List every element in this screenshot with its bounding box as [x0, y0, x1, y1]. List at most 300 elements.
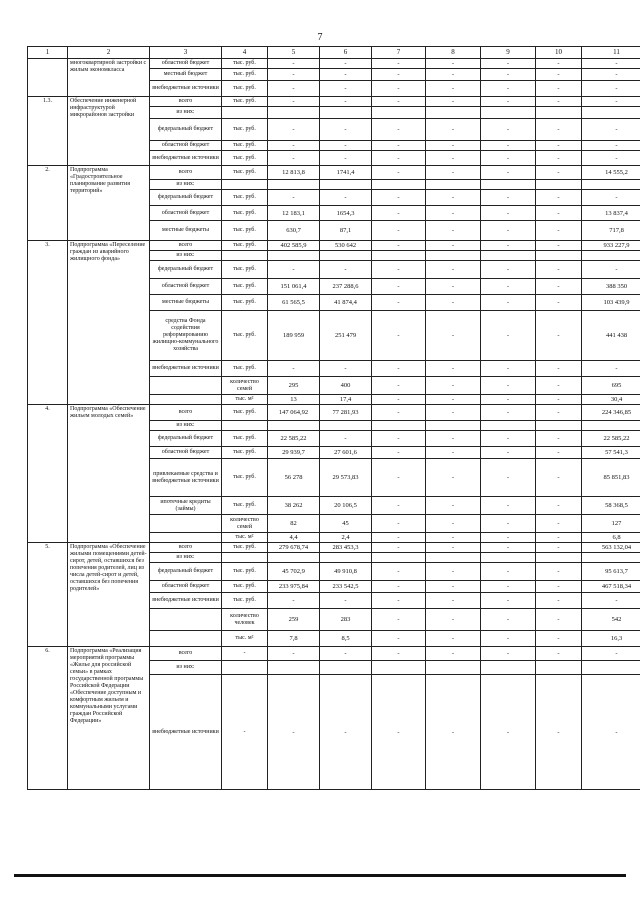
unit-cell	[222, 180, 268, 190]
value-cell: -	[481, 166, 536, 180]
value-cell: -	[372, 515, 426, 533]
value-cell	[536, 251, 582, 261]
value-cell	[426, 661, 481, 675]
value-cell: -	[536, 119, 582, 141]
value-cell: -	[582, 141, 640, 151]
funding-source: федеральный бюджет	[150, 563, 222, 581]
value-cell: 38 262	[268, 497, 320, 515]
value-cell: 82	[268, 515, 320, 533]
unit-cell: тыс. руб.	[222, 361, 268, 377]
value-cell: -	[481, 81, 536, 97]
value-cell: 563 132,04	[582, 543, 640, 553]
value-cell: -	[536, 361, 582, 377]
value-cell: 233 975,84	[268, 581, 320, 593]
value-cell: -	[536, 533, 582, 543]
value-cell: -	[481, 311, 536, 361]
value-cell: 29 939,7	[268, 447, 320, 459]
value-cell	[426, 421, 481, 431]
value-cell: -	[372, 151, 426, 166]
value-cell: -	[372, 609, 426, 631]
table-row	[28, 405, 640, 421]
value-cell: 13	[268, 395, 320, 405]
value-cell: 630,7	[268, 221, 320, 241]
value-cell: -	[320, 69, 372, 81]
value-cell: -	[372, 69, 426, 81]
value-cell: -	[426, 631, 481, 647]
value-cell: -	[372, 563, 426, 581]
value-cell	[372, 107, 426, 119]
value-cell: -	[372, 295, 426, 311]
value-cell: -	[536, 675, 582, 790]
value-cell: -	[268, 593, 320, 609]
value-cell: -	[481, 141, 536, 151]
value-cell: -	[268, 675, 320, 790]
value-cell: -	[481, 405, 536, 421]
table-row	[28, 59, 640, 69]
funding-source: местные бюджеты	[150, 295, 222, 311]
funding-source	[150, 631, 222, 647]
unit-cell: количество человек	[222, 609, 268, 631]
value-cell: -	[536, 190, 582, 206]
value-cell: -	[536, 447, 582, 459]
value-cell: -	[536, 59, 582, 69]
value-cell	[481, 251, 536, 261]
funding-source	[150, 533, 222, 543]
value-cell	[268, 421, 320, 431]
unit-cell	[222, 107, 268, 119]
value-cell	[481, 553, 536, 563]
value-cell: -	[536, 631, 582, 647]
value-cell: -	[582, 97, 640, 107]
unit-cell: тыс. м²	[222, 395, 268, 405]
unit-cell: тыс. руб.	[222, 593, 268, 609]
funding-source: внебюджетные источники	[150, 675, 222, 790]
value-cell	[536, 421, 582, 431]
value-cell: 41 874,4	[320, 295, 372, 311]
value-cell: -	[372, 497, 426, 515]
value-cell: -	[536, 311, 582, 361]
value-cell: 283	[320, 609, 372, 631]
value-cell: -	[320, 190, 372, 206]
value-cell: 103 439,9	[582, 295, 640, 311]
value-cell: -	[372, 459, 426, 497]
unit-cell: тыс. руб.	[222, 141, 268, 151]
funding-source: привлекаемые средства и внебюджетные источники	[150, 459, 222, 497]
value-cell: -	[536, 431, 582, 447]
unit-cell: тыс. руб.	[222, 59, 268, 69]
value-cell: -	[536, 166, 582, 180]
value-cell: -	[536, 405, 582, 421]
value-cell	[320, 107, 372, 119]
value-cell: -	[481, 97, 536, 107]
value-cell: 4,4	[268, 533, 320, 543]
funding-source	[150, 377, 222, 395]
value-cell: -	[481, 675, 536, 790]
unit-cell	[222, 251, 268, 261]
value-cell: 45	[320, 515, 372, 533]
value-cell: 27 601,6	[320, 447, 372, 459]
value-cell: 85 851,83	[582, 459, 640, 497]
value-cell: -	[372, 59, 426, 69]
funding-source: всего	[150, 647, 222, 661]
value-cell: 22 585,22	[582, 431, 640, 447]
value-cell: -	[426, 81, 481, 97]
value-cell	[536, 661, 582, 675]
value-cell: -	[372, 377, 426, 395]
value-cell: 402 585,9	[268, 241, 320, 251]
value-cell: 45 702,9	[268, 563, 320, 581]
value-cell: 2,4	[320, 533, 372, 543]
value-cell: -	[372, 261, 426, 279]
unit-cell: -	[222, 647, 268, 661]
value-cell: 20 106,5	[320, 497, 372, 515]
value-cell: -	[536, 261, 582, 279]
value-cell: -	[372, 119, 426, 141]
funding-source: всего	[150, 543, 222, 553]
value-cell: -	[320, 361, 372, 377]
value-cell: -	[320, 647, 372, 661]
table-body	[28, 47, 640, 790]
section-title: Обеспечение инженерной инфраструктурой микрорайонов застройки	[68, 97, 150, 166]
value-cell: -	[426, 141, 481, 151]
value-cell: -	[536, 497, 582, 515]
value-cell	[268, 180, 320, 190]
section-number	[28, 59, 68, 97]
value-cell: -	[268, 97, 320, 107]
value-cell: 283 453,3	[320, 543, 372, 553]
funding-source: областной бюджет	[150, 141, 222, 151]
value-cell: -	[582, 151, 640, 166]
value-cell	[536, 107, 582, 119]
value-cell: -	[320, 141, 372, 151]
value-cell	[481, 180, 536, 190]
funding-source	[150, 515, 222, 533]
funding-source: всего	[150, 97, 222, 107]
value-cell: 189 959	[268, 311, 320, 361]
value-cell: -	[426, 377, 481, 395]
value-cell: 8,5	[320, 631, 372, 647]
value-cell: -	[481, 241, 536, 251]
value-cell: -	[372, 447, 426, 459]
value-cell	[481, 421, 536, 431]
unit-cell: -	[222, 675, 268, 790]
value-cell: -	[426, 647, 481, 661]
section-number: 2.	[28, 166, 68, 241]
funding-source: областной бюджет	[150, 581, 222, 593]
value-cell: -	[426, 431, 481, 447]
value-cell	[582, 661, 640, 675]
funding-source: из них:	[150, 180, 222, 190]
value-cell: -	[536, 69, 582, 81]
value-cell: -	[426, 295, 481, 311]
value-cell: -	[372, 97, 426, 107]
value-cell: 233 542,5	[320, 581, 372, 593]
value-cell: -	[481, 563, 536, 581]
value-cell: -	[536, 279, 582, 295]
value-cell: 61 565,5	[268, 295, 320, 311]
value-cell: -	[426, 447, 481, 459]
unit-cell: количество семей	[222, 377, 268, 395]
value-cell: -	[426, 241, 481, 251]
unit-cell: тыс. руб.	[222, 459, 268, 497]
header-row	[28, 47, 640, 59]
section-title: Подпрограмма «Обеспечение жилыми помещениями детей-сирот, детей, оставшихся без попечения родителей, лиц из числа детей-сирот и детей, оставшихся без попечения родителей»	[68, 543, 150, 647]
value-cell: -	[372, 675, 426, 790]
value-cell: 147 064,92	[268, 405, 320, 421]
unit-cell: тыс. руб.	[222, 581, 268, 593]
value-cell: 1741,4	[320, 166, 372, 180]
value-cell: -	[426, 405, 481, 421]
value-cell	[268, 661, 320, 675]
bottom-rule	[14, 874, 626, 877]
unit-cell	[222, 661, 268, 675]
value-cell: 87,1	[320, 221, 372, 241]
value-cell	[372, 180, 426, 190]
value-cell: -	[426, 581, 481, 593]
funding-source: из них:	[150, 661, 222, 675]
value-cell: 441 438	[582, 311, 640, 361]
value-cell: -	[481, 206, 536, 221]
value-cell: -	[372, 431, 426, 447]
unit-cell	[222, 421, 268, 431]
section-title: многоквартирной застройки с жилым экономкласса	[68, 59, 150, 97]
funding-source	[150, 609, 222, 631]
value-cell: 224 346,85	[582, 405, 640, 421]
funding-source: областной бюджет	[150, 59, 222, 69]
value-cell: -	[536, 241, 582, 251]
value-cell: -	[372, 241, 426, 251]
value-cell	[582, 553, 640, 563]
value-cell: 13 837,4	[582, 206, 640, 221]
value-cell: -	[320, 593, 372, 609]
unit-cell: тыс. руб.	[222, 81, 268, 97]
unit-cell: тыс. руб.	[222, 261, 268, 279]
funding-source: внебюджетные источники	[150, 151, 222, 166]
value-cell: -	[536, 581, 582, 593]
value-cell: -	[582, 69, 640, 81]
value-cell: -	[426, 261, 481, 279]
value-cell	[372, 661, 426, 675]
value-cell: -	[481, 631, 536, 647]
section-title: Подпрограмма «Переселение граждан из аварийного жилищного фонда»	[68, 241, 150, 405]
section-number: 4.	[28, 405, 68, 543]
value-cell: -	[481, 119, 536, 141]
value-cell	[582, 180, 640, 190]
value-cell: -	[426, 166, 481, 180]
value-cell: 933 227,9	[582, 241, 640, 251]
value-cell: -	[582, 81, 640, 97]
value-cell: -	[481, 151, 536, 166]
value-cell	[481, 661, 536, 675]
value-cell: 16,3	[582, 631, 640, 647]
financing-table	[27, 46, 640, 790]
value-cell: 695	[582, 377, 640, 395]
value-cell: -	[481, 431, 536, 447]
value-cell: -	[268, 361, 320, 377]
value-cell: -	[320, 431, 372, 447]
funding-source: федеральный бюджет	[150, 119, 222, 141]
value-cell: -	[372, 533, 426, 543]
section-number: 6.	[28, 647, 68, 790]
funding-source: местный бюджет	[150, 69, 222, 81]
unit-cell: тыс. руб.	[222, 166, 268, 180]
value-cell: 127	[582, 515, 640, 533]
value-cell: 1654,3	[320, 206, 372, 221]
funding-source: областной бюджет	[150, 447, 222, 459]
value-cell: -	[582, 59, 640, 69]
value-cell: -	[320, 81, 372, 97]
value-cell: 251 479	[320, 311, 372, 361]
value-cell: 717,8	[582, 221, 640, 241]
value-cell: -	[536, 593, 582, 609]
value-cell: -	[481, 581, 536, 593]
funding-source: всего	[150, 166, 222, 180]
value-cell: 12 183,1	[268, 206, 320, 221]
unit-cell: тыс. руб.	[222, 119, 268, 141]
value-cell: -	[481, 221, 536, 241]
unit-cell: тыс. руб.	[222, 311, 268, 361]
value-cell: -	[320, 119, 372, 141]
section-number: 1.3.	[28, 97, 68, 166]
funding-source: внебюджетные источники	[150, 593, 222, 609]
value-cell: -	[481, 647, 536, 661]
value-cell: 12 813,8	[268, 166, 320, 180]
value-cell: -	[372, 581, 426, 593]
value-cell	[268, 251, 320, 261]
unit-cell: тыс. руб.	[222, 69, 268, 81]
value-cell: -	[582, 261, 640, 279]
value-cell: -	[481, 447, 536, 459]
value-cell: -	[268, 141, 320, 151]
value-cell: -	[481, 543, 536, 553]
value-cell: -	[536, 459, 582, 497]
value-cell	[268, 107, 320, 119]
value-cell: 237 288,6	[320, 279, 372, 295]
header-cell: 2	[68, 47, 150, 59]
funding-source: местные бюджеты	[150, 221, 222, 241]
value-cell: 259	[268, 609, 320, 631]
value-cell: -	[268, 647, 320, 661]
value-cell: -	[426, 459, 481, 497]
funding-source: всего	[150, 405, 222, 421]
value-cell: -	[536, 221, 582, 241]
value-cell: 279 678,74	[268, 543, 320, 553]
value-cell: 49 910,8	[320, 563, 372, 581]
value-cell: 542	[582, 609, 640, 631]
value-cell: -	[372, 395, 426, 405]
value-cell	[481, 107, 536, 119]
value-cell: -	[481, 59, 536, 69]
value-cell: 30,4	[582, 395, 640, 405]
value-cell: -	[536, 206, 582, 221]
value-cell: -	[536, 141, 582, 151]
table-row	[28, 97, 640, 107]
value-cell	[582, 421, 640, 431]
header-cell: 6	[320, 47, 372, 59]
section-number: 3.	[28, 241, 68, 405]
unit-cell: тыс. руб.	[222, 241, 268, 251]
value-cell: -	[536, 395, 582, 405]
unit-cell: тыс. руб.	[222, 206, 268, 221]
value-cell: -	[481, 395, 536, 405]
funding-source: из них:	[150, 553, 222, 563]
section-title: Подпрограмма «Обеспечение жильем молодых семей»	[68, 405, 150, 543]
funding-source	[150, 395, 222, 405]
value-cell: 17,4	[320, 395, 372, 405]
value-cell: -	[372, 81, 426, 97]
unit-cell: тыс. м²	[222, 631, 268, 647]
value-cell: 77 281,93	[320, 405, 372, 421]
funding-source: ипотечные кредиты (займы)	[150, 497, 222, 515]
value-cell: -	[426, 206, 481, 221]
value-cell	[372, 553, 426, 563]
value-cell: -	[536, 97, 582, 107]
value-cell: -	[426, 221, 481, 241]
value-cell: -	[536, 151, 582, 166]
header-cell: 1	[28, 47, 68, 59]
unit-cell: тыс. руб.	[222, 497, 268, 515]
funding-source: всего	[150, 241, 222, 251]
value-cell: -	[372, 279, 426, 295]
value-cell: 467 518,34	[582, 581, 640, 593]
value-cell: -	[536, 81, 582, 97]
value-cell: 6,8	[582, 533, 640, 543]
value-cell: -	[372, 631, 426, 647]
header-cell: 5	[268, 47, 320, 59]
value-cell: -	[536, 609, 582, 631]
funding-source: областной бюджет	[150, 206, 222, 221]
value-cell: -	[536, 515, 582, 533]
header-cell: 8	[426, 47, 481, 59]
value-cell: -	[268, 151, 320, 166]
value-cell: -	[582, 675, 640, 790]
value-cell	[320, 180, 372, 190]
value-cell: -	[426, 59, 481, 69]
value-cell: -	[320, 675, 372, 790]
unit-cell: количество семей	[222, 515, 268, 533]
value-cell: -	[481, 69, 536, 81]
unit-cell: тыс. руб.	[222, 221, 268, 241]
value-cell: -	[426, 675, 481, 790]
value-cell: -	[426, 361, 481, 377]
value-cell: -	[426, 151, 481, 166]
value-cell	[268, 553, 320, 563]
value-cell: -	[372, 206, 426, 221]
value-cell: -	[320, 261, 372, 279]
value-cell	[426, 107, 481, 119]
header-cell: 9	[481, 47, 536, 59]
unit-cell: тыс. руб.	[222, 279, 268, 295]
unit-cell: тыс. руб.	[222, 295, 268, 311]
value-cell: -	[582, 593, 640, 609]
value-cell: 56 278	[268, 459, 320, 497]
value-cell: -	[372, 593, 426, 609]
funding-source: областной бюджет	[150, 279, 222, 295]
value-cell: -	[268, 261, 320, 279]
value-cell	[372, 251, 426, 261]
value-cell: -	[372, 543, 426, 553]
value-cell: -	[481, 190, 536, 206]
value-cell: -	[372, 361, 426, 377]
section-title: Подпрограмма «Реализация мероприятий программы «Жилье для российской семьи» в рамках государственной программы Российской Федерации «Обеспечение доступным и комфортным жильем и коммунальными услугами граждан Российской Федерации»	[68, 647, 150, 790]
table-row	[28, 166, 640, 180]
value-cell: -	[268, 81, 320, 97]
value-cell: -	[481, 593, 536, 609]
value-cell: -	[426, 497, 481, 515]
value-cell: -	[426, 190, 481, 206]
value-cell: -	[426, 593, 481, 609]
value-cell	[582, 107, 640, 119]
